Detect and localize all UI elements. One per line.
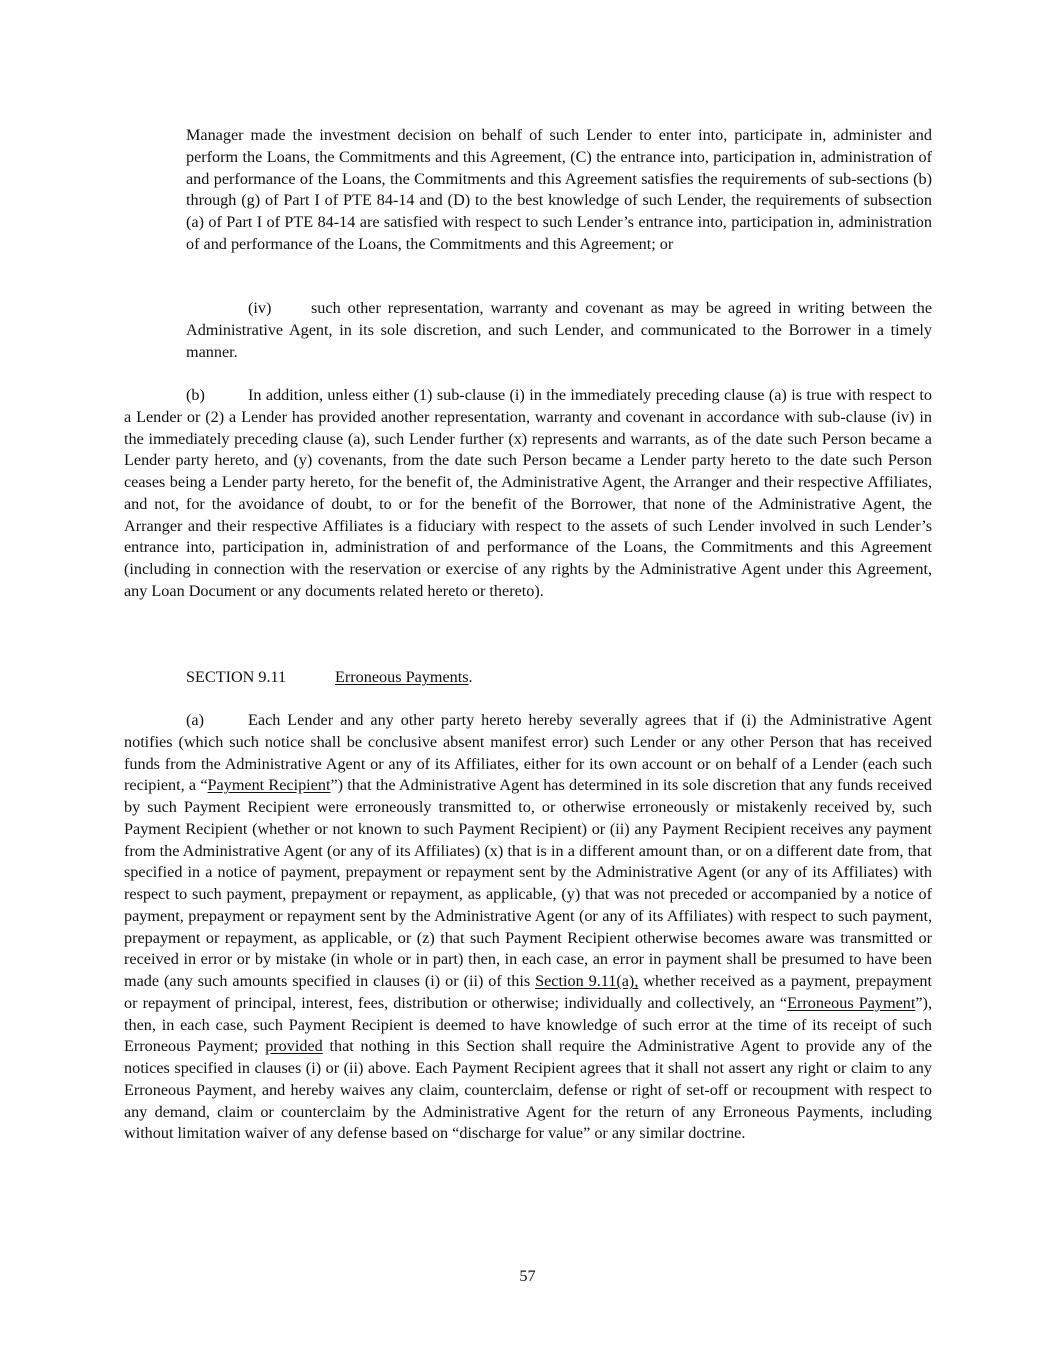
clause-b-number: (b) [186, 386, 205, 404]
clause-a-number: (a) [186, 711, 204, 729]
clause-a-text-5: that nothing in this Section shall require the Administrative Agent to provide any of the notices specified in clauses (i) or (ii) above. Each Payment Recipient agrees that it shall not assert any right or claim to any Erroneous Payment, and hereby waives any claim, counterclaim, defense or right of set-off or recoupment with respect to any demand, claim or counterclaim by the Administrative Agent for the return of any Erroneous Payments, including without limitation waiver of any defense based on “discharge for value” or any similar doctrine. [124, 1037, 932, 1143]
section-number: SECTION 9.11 [186, 668, 287, 686]
section-reference: Section 9.11(a), [535, 972, 639, 990]
page-number: 57 [519, 1267, 536, 1285]
clause-a-paragraph [124, 710, 932, 1145]
clause-a-text-1: Each Lender and any other party hereto hereby severally agrees that if (i) the Administrative Agent notifies (which such notice shall be conclusive absent manifest error) such Lender or any other Person that has received funds from the Administrative Agent or any of its Affiliates, either for its own account or on behalf of a Lender (each such recipient, a “ [124, 711, 932, 795]
section-title: Erroneous Payments [335, 668, 469, 686]
clause-iv-text: such other representation, warranty and covenant as may be agreed in writing between the Administrative Agent, in its sole discretion, and such Lender, and communicated to the Borrower in a timely manner. [186, 299, 932, 361]
clause-a-text-2: ”) that the Administrative Agent has determined in its sole discretion that any funds received by such Payment Recipient were erroneously transmitted to, or otherwise erroneously or mistakenly received by, such Payment Recipient (whether or not known to such Payment Recipient) or (ii) any Payment Recipient receives any payment from the Administrative Agent (or any of its Affiliates) (x) that is in a different amount than, or on a different date from, that specified in a notice of payment, prepayment or repayment sent by the Administrative Agent (or any of its Affiliates) with respect to such payment, prepayment or repayment, as applicable, (y) that was not preceded or accompanied by a notice of payment, prepayment or repayment sent by the Administrative Agent (or any of its Affiliates) with respect to such payment, prepayment or repayment, as applicable, or (z) that such Payment Recipient otherwise becomes aware was transmitted or received in error or by mistake (in whole or in part) then, in each case, an error in payment shall be presumed to have been made (any such amounts specified in clauses (i) or (ii) of this [124, 776, 933, 990]
clause-iv-number: (iv) [248, 299, 272, 317]
defined-term-erroneous-payment: Erroneous Payment [787, 993, 916, 1012]
defined-term-payment-recipient: Payment Recipient [207, 776, 331, 795]
clause-b-paragraph [124, 385, 932, 603]
clause-a-text-4: ”), then, in each case, such Payment Recipient is deemed to have knowledge of such error at the time of its receipt of such Erroneous Payment; [124, 993, 932, 1056]
section-heading [186, 667, 932, 689]
clause-iv-paragraph [186, 298, 932, 363]
clause-b-text: In addition, unless either (1) sub-clause (i) in the immediately preceding clause (a) is true with respect to a Lender or (2) a Lender has provided another representation, warranty and covenant in accordance with sub-clause (iv) in the immediately preceding clause (a), such Lender further (x) represents and warrants, as of the date such Person became a Lender party hereto, and (y) covenants, from the date such Person became a Lender party hereto to the date such Person ceases being a Lender party hereto, for the benefit of, the Administrative Agent, the Arranger and their respective Affiliates, and not, for the avoidance of doubt, to or for the benefit of the Borrower, that none of the Administrative Agent, the Arranger and their respective Affiliates is a fiduciary with respect to the assets of such Lender involved in such Lender’s entrance into, participation in, administration of and performance of the Loans, the Commitments and this Agreement (including in connection with the reservation or exercise of any rights by the Administrative Agent under this Agreement, any Loan Document or any documents related hereto or thereto). [124, 386, 932, 600]
section-title-period: . [468, 668, 473, 686]
provided-term: provided [265, 1037, 323, 1056]
clause-a-text-3: whether received as a payment, prepayment or repayment of principal, interest, fees, distribution or otherwise; individually and collectively, an “ [124, 972, 932, 1012]
continuation-paragraph: Manager made the investment decision on behalf of such Lender to enter into, participate in, administer and perform the Loans, the Commitments and this Agreement, (C) the entrance into, participation in, administration of and performance of the Loans, the Commitments and this Agreement satisfies the requirements of sub-sections (b) through (g) of Part I of PTE 84-14 and (D) to the best knowledge of such Lender, the requirements of subsection (a) of Part I of PTE 84-14 are satisfied with respect to such Lender’s entrance into, participation in, administration of and performance of the Loans, the Commitments and this Agreement; or [186, 126, 932, 253]
